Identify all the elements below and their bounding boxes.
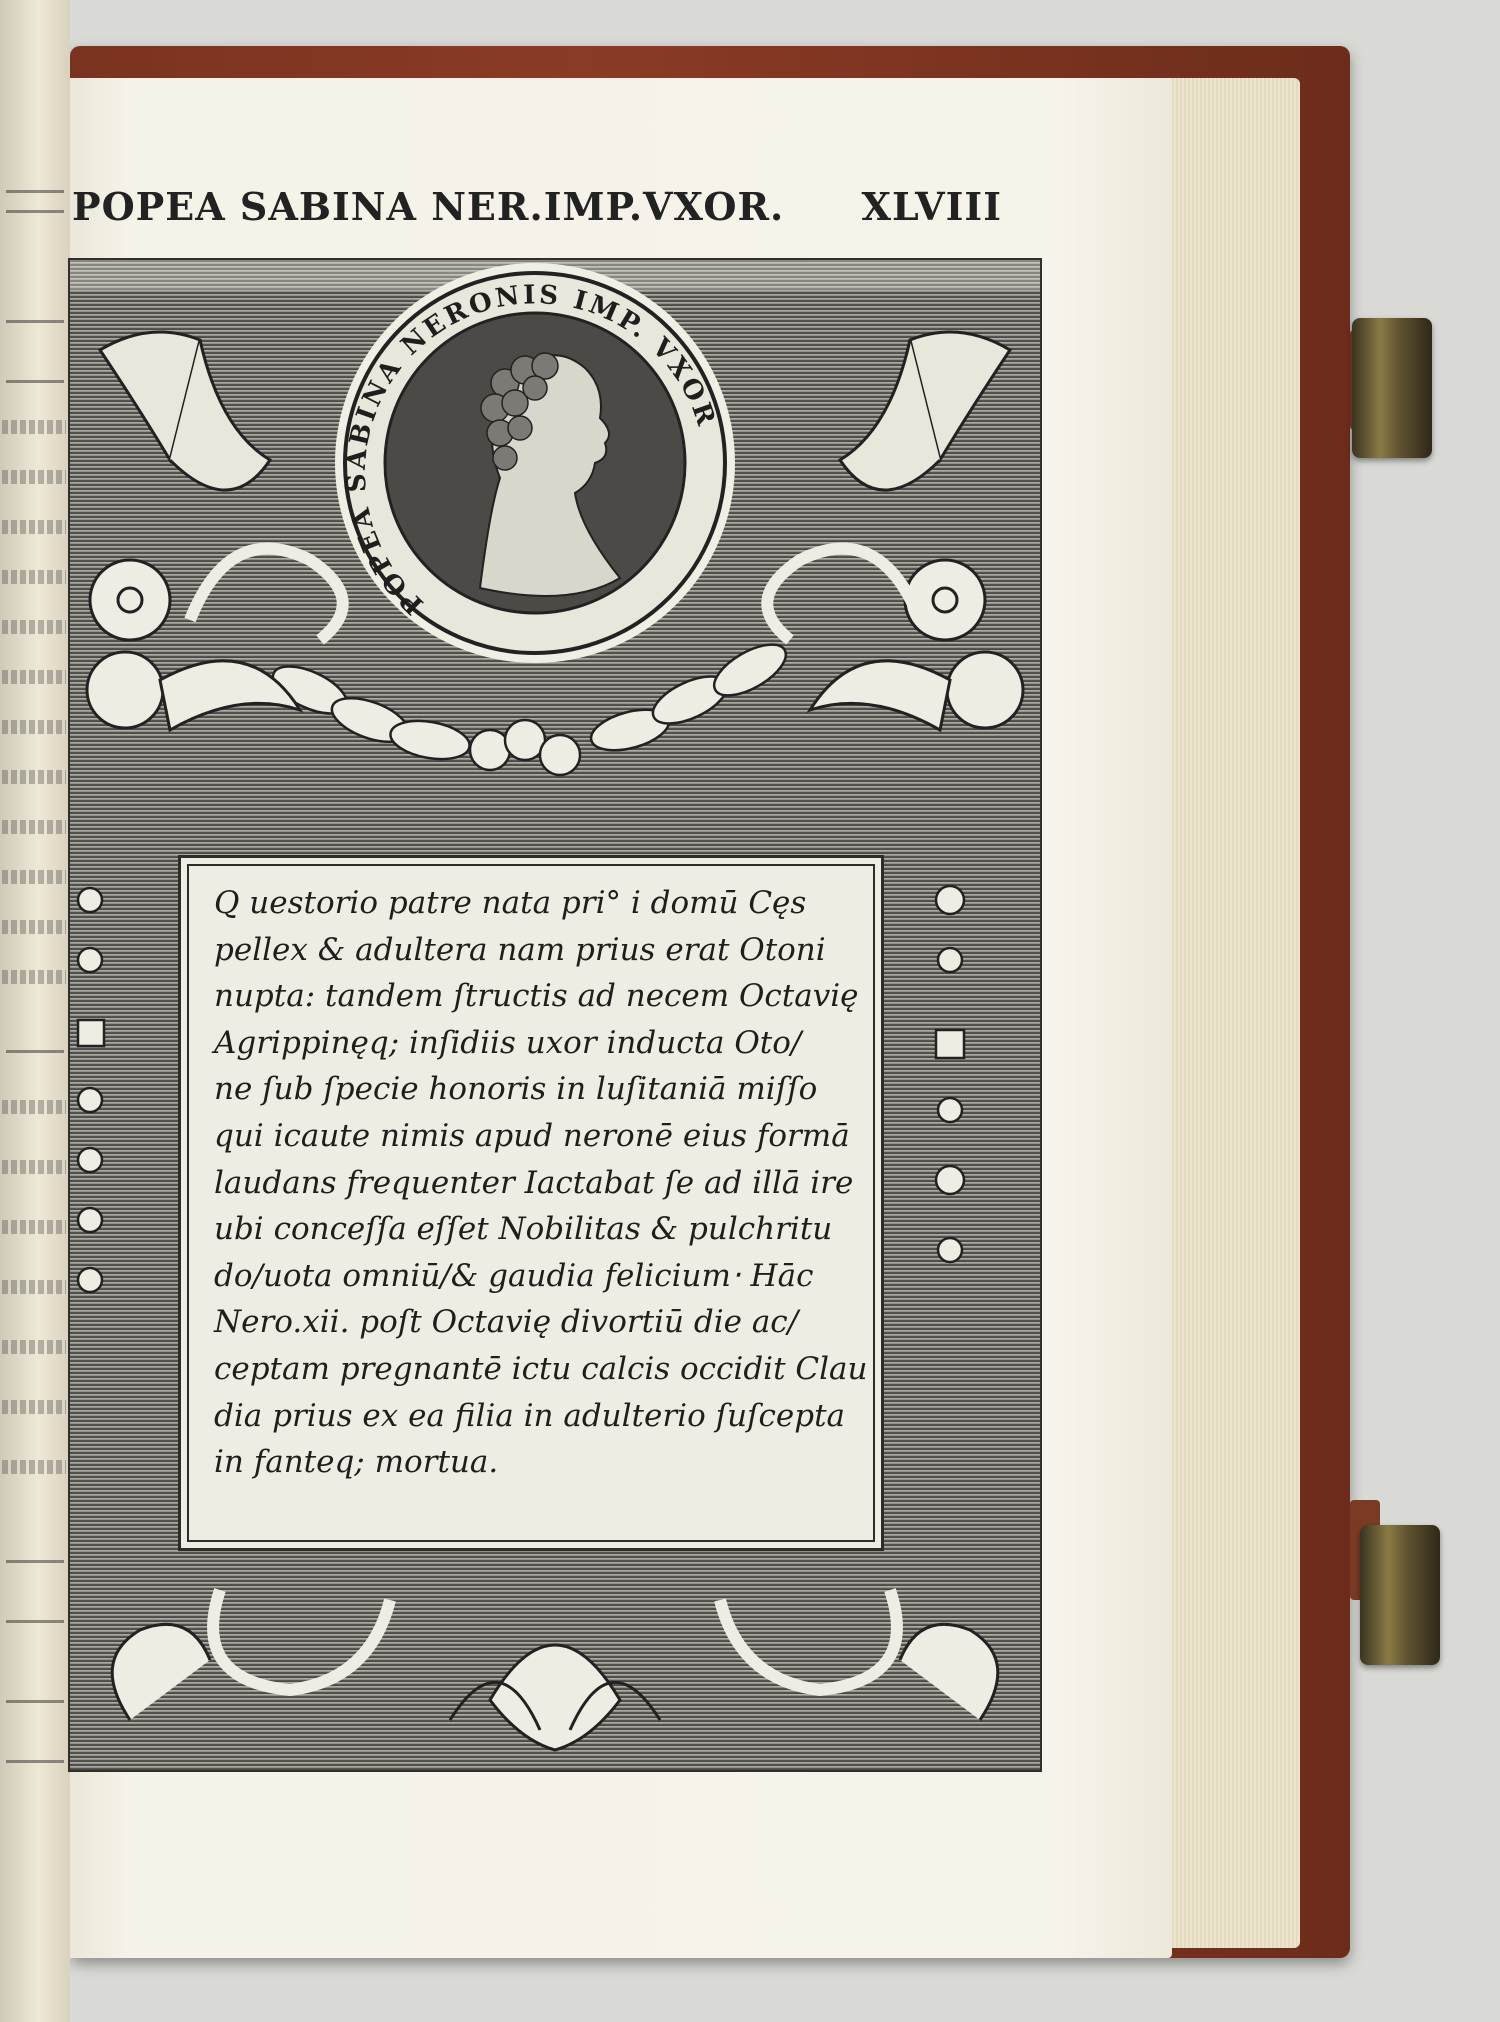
biography-text [214, 880, 868, 1486]
running-head [72, 178, 1002, 234]
running-head-title: POPEA SABINA NER.IMP.VXOR. [72, 183, 785, 229]
text-line: Q uestorio patre nata pri° i domū Cęs [214, 885, 807, 921]
text-line: do/uota omniū/& gaudia felicium‧ Hāc [214, 1257, 814, 1294]
text-line: laudans frequenter Iactabat ſe ad illā ire [214, 1164, 854, 1201]
page-fore-edge [1150, 78, 1300, 1948]
legend-text: POPEA SABINA NERONIS IMP. VXOR [341, 280, 722, 620]
winged-head-right [810, 652, 1023, 730]
text-line: ubi conceſſa eſſet Nobilitas & pulchritu [214, 1211, 833, 1248]
cornucopia-left [100, 332, 270, 490]
text-line: nupta: tandem ſtructis ad necem Octavię [214, 978, 859, 1015]
portrait-medallion [330, 258, 740, 668]
text-line: dia prius ex ea filia in adulterio ſuſcepta [214, 1397, 846, 1434]
clasp-bottom [1360, 1525, 1440, 1665]
cornucopia-right [840, 332, 1010, 490]
winged-head-left [87, 652, 300, 730]
svg-text:POPEA SABINA NERONIS IMP. VXOR [342, 280, 722, 620]
text-line: in fanteq; mortua. [214, 1444, 499, 1481]
text-line: Nero.xii. poſt Octavię divortiū die ac/ [214, 1304, 799, 1341]
text-line: pellex & adultera nam prius erat Otoni [214, 931, 826, 968]
text-line: Agrippinęq; inſidiis uxor inducta Oto/ [214, 1024, 802, 1061]
acanthus-bottom [112, 1624, 998, 1750]
facing-page-left [0, 0, 70, 2022]
text-line: ceptam pregnantē ictu calcis occidit Clau [214, 1350, 868, 1387]
folio-number: XLVIII [861, 183, 1002, 229]
medallion-legend [330, 258, 740, 668]
text-line: ne ſub ſpecie honoris in luſitaniā miſſo [214, 1071, 818, 1108]
text-line: qui icaute nimis apud neronē eius formā [214, 1117, 850, 1154]
clasp-top [1352, 318, 1432, 458]
